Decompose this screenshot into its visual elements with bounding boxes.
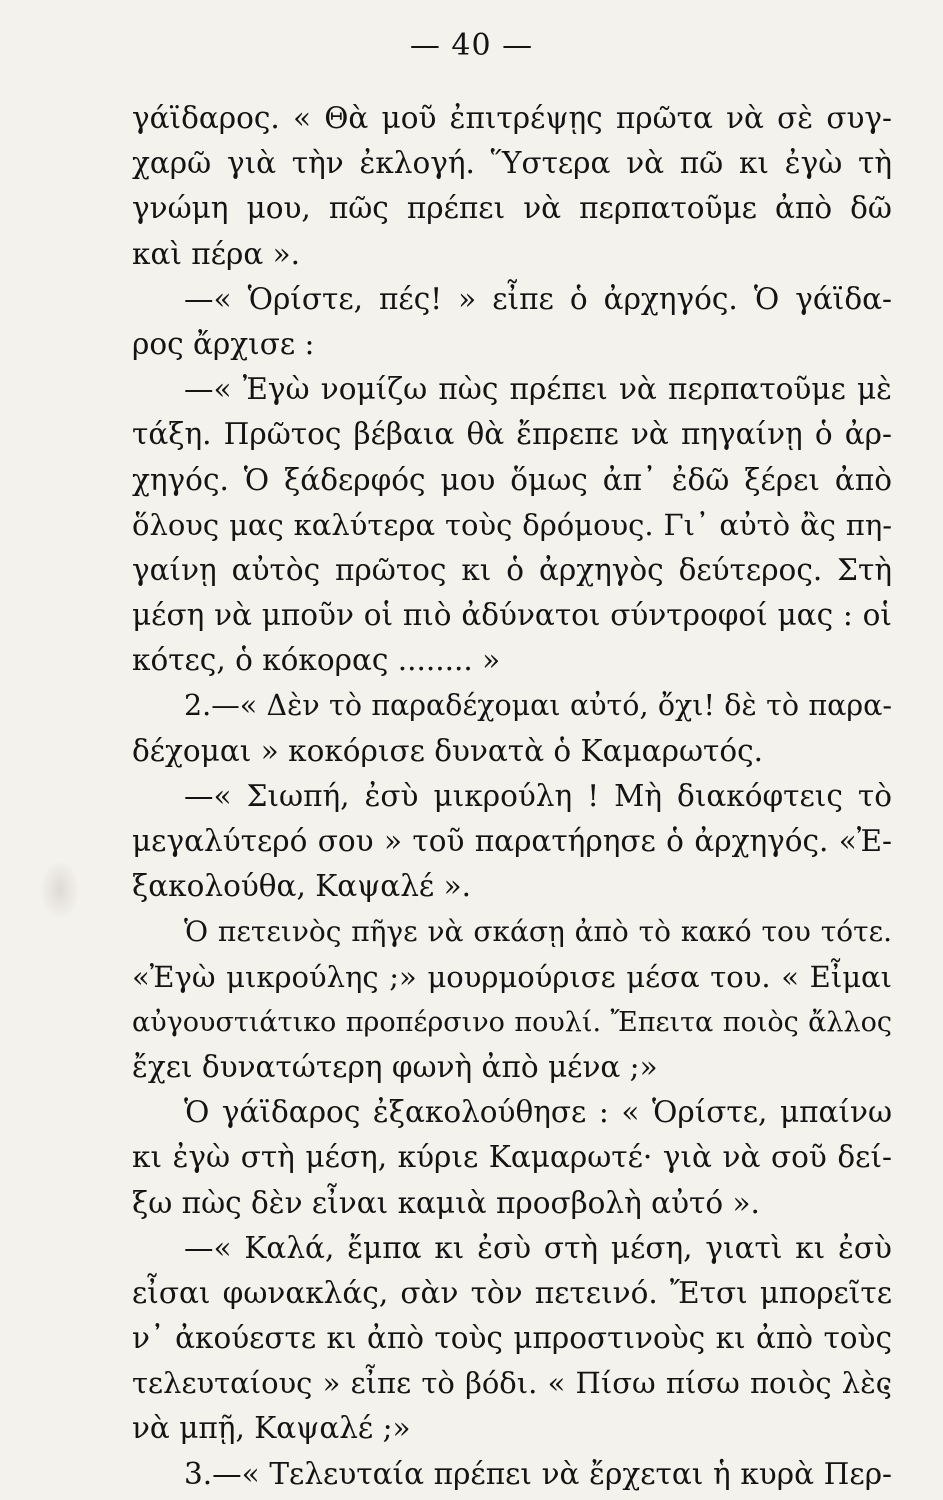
text-line: χηγός. Ὁ ξάδερφός μου ὅμως ἀπ᾽ ἐδῶ ξέρει ἀπὸ	[132, 462, 892, 497]
text-line: Ὁ πετεινὸς πῆγε νὰ σκάσῃ ἀπὸ τὸ κακό του τότε.	[184, 915, 892, 949]
text-line: καὶ πέρα ».	[132, 236, 301, 271]
text-line: γνώμη μου, πῶς πρέπει νὰ περπατοῦμε ἀπὸ δῶ	[132, 191, 892, 226]
text-line: γαίνῃ αὐτὸς πρῶτος κι ὁ ἀρχηγὸς δεύτερος. Στὴ	[132, 552, 892, 587]
paper-stain	[40, 860, 80, 920]
text-line: —« Σιωπή, ἐσὺ μικρούλη ! Μὴ διακόφτεις τὸ	[184, 778, 892, 813]
text-line: —« Ὁρίστε, πές! » εἶπε ὁ ἀρχηγός. Ὁ γάϊδα-	[184, 281, 892, 316]
text-line: ξω πὼς δὲν εἶναι καμιὰ προσβολὴ αὐτό ».	[132, 1185, 760, 1220]
text-line: ἔχει δυνατώτερη φωνὴ ἀπὸ μένα ;»	[132, 1049, 658, 1084]
text-line: γάϊδαρος. « Θὰ μοῦ ἐπιτρέψῃς πρῶτα νὰ σὲ συγ-	[132, 101, 892, 135]
text-line: τελευταίους » εἶπε τὸ βόδι. « Πίσω πίσω ποιὸς λὲς	[132, 1366, 892, 1401]
text-line: τάξη. Πρῶτος βέβαια θὰ ἔπρεπε νὰ πηγαίνῃ ὁ ἀρ-	[132, 417, 892, 452]
body-text	[132, 96, 892, 1497]
text-line: «Ἐγὼ μικρούλης ;» μουρμούρισε μέσα του. « Εἶμαι	[132, 959, 892, 994]
text-line: μεγαλύτερό σου » τοῦ παρατήρησε ὁ ἀρχηγός. «Ἐ-	[132, 824, 892, 858]
text-line: κι ἐγὼ στὴ μέση, κύριε Καμαρωτέ· γιὰ νὰ σοῦ δεί-	[132, 1140, 892, 1175]
text-line: ρος ἄρχισε :	[132, 326, 315, 361]
text-line: μέση νὰ μποῦν οἱ πιὸ ἀδύνατοι σύντροφοί μας : οἱ	[132, 598, 892, 633]
text-line: εἶσαι φωνακλάς, σὰν τὸν πετεινό. Ἔτσι μπορεῖτε	[132, 1275, 892, 1310]
text-line: κότες, ὁ κόκορας ........ »	[132, 643, 501, 678]
text-line: ὅλους μας καλύτερα τοὺς δρόμους. Γι᾽ αὐτὸ ἂς πη-	[132, 507, 892, 542]
text-line: χαρῶ γιὰ τὴν ἐκλογή. Ὕστερα νὰ πῶ κι ἐγὼ τὴ	[132, 146, 892, 181]
text-line: ν᾽ ἀκούεστε κι ἀπὸ τοὺς μπροστινοὺς κι ἀπὸ τοὺς	[132, 1321, 892, 1356]
text-line: Ὁ γάϊδαρος ἐξακολούθησε : « Ὁρίστε, μπαίνω	[184, 1095, 892, 1130]
text-line: ξακολούθα, Καψαλέ ».	[132, 869, 471, 904]
text-line: —« Καλά, ἔμπα κι ἐσὺ στὴ μέση, γιατὶ κι ἐσὺ	[184, 1230, 892, 1265]
page-number: — 40 —	[409, 28, 534, 63]
text-line: 3.—« Τελευταία πρέπει νὰ ἔρχεται ἡ κυρὰ Περ-	[184, 1456, 892, 1491]
text-line: νὰ μπῇ, Καψαλέ ;»	[132, 1411, 411, 1446]
text-line: αὐγουστιάτικο προπέρσινο πουλί. Ἔπειτα ποιὸς ἄλλος	[132, 1006, 892, 1038]
text-line: 2.—« Δὲν τὸ παραδέχομαι αὐτό, ὄχι! δὲ τὸ παρα-	[184, 689, 892, 723]
text-line: —« Ἐγὼ νομίζω πὼς πρέπει νὰ περπατοῦμε μὲ	[184, 372, 892, 407]
text-line: δέχομαι » κοκόρισε δυνατὰ ὁ Καμαρωτός.	[132, 733, 763, 768]
